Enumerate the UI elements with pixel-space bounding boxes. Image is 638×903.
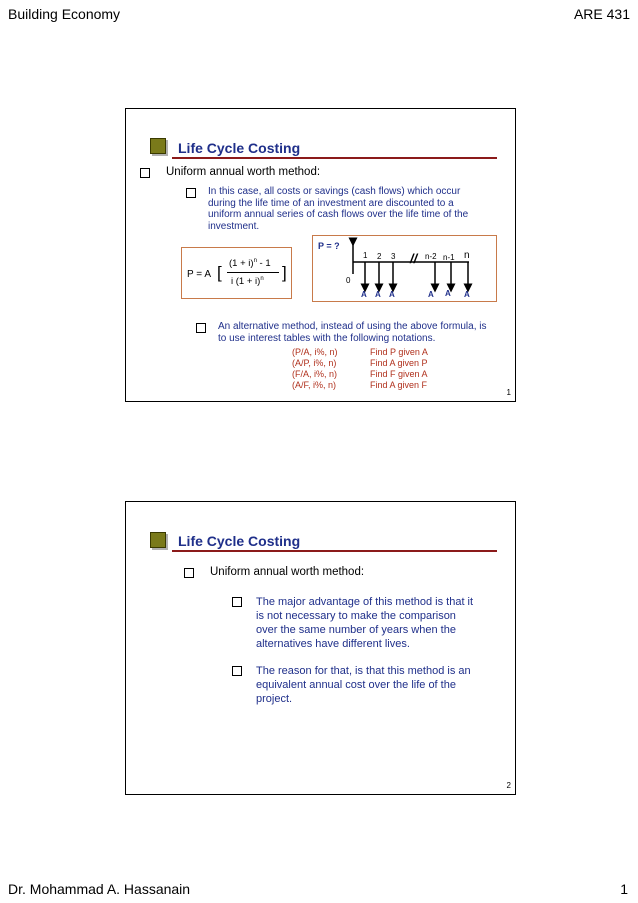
bullet-text: Uniform annual worth method: [166,166,321,178]
formula-right-bracket: ] [282,263,287,282]
bullet-square-icon [184,568,194,578]
slide-title: Life Cycle Costing [178,140,301,156]
formula-denominator: i $(1 + i)^n$ [231,276,264,288]
sub-bullet-text: In this case, all costs or savings (cash flows) which occur during the life time of an investment are discounted to a uniform annual series of cash flows over the life time of the investment. [208,186,469,232]
formula-lhs: P = A [187,269,212,280]
slide-page-number: 2 [506,781,511,790]
annuity-label: A [445,289,451,298]
annuity-label: A [375,290,381,299]
title-square-icon [150,532,166,548]
period-label: n-2 [425,252,437,261]
annuity-label: A [464,290,470,299]
annuity-label: A [389,290,395,299]
bullet-square-icon [186,188,196,198]
period-label: n [464,250,470,261]
bullet-square-icon [140,168,150,178]
notation-row: (F/A, i%, n) Find F given A [292,369,428,379]
slide-1 [125,108,516,402]
notation-table [292,347,428,391]
period-label: 2 [377,252,382,261]
fraction-bar [227,272,279,273]
footer-page-number: 1 [620,881,628,897]
present-value-label: P = ? [318,241,340,251]
formula-numerator: $(1 + i)^n - 1$ [229,258,271,270]
notation-row: (P/A, i%, n) Find P given A [292,347,428,357]
bullet-square-icon [232,597,242,607]
formula-box [181,247,292,299]
slide-title: Life Cycle Costing [178,533,301,549]
bullet-text: Uniform annual worth method: [210,566,365,578]
period-label: n-1 [443,253,455,262]
slide-2 [125,501,516,795]
footer-author: Dr. Mohammad A. Hassanain [8,881,191,897]
title-square-icon [150,138,166,154]
header-course-title: Building Economy [8,6,121,22]
period-label: 1 [363,251,368,260]
slide-page-number: 1 [506,388,511,397]
notation-row: (A/F, i%, n) Find A given F [292,380,428,390]
period-zero-label: 0 [346,276,351,285]
title-underline [172,157,497,159]
notation-row: (A/P, i%, n) Find A given P [292,358,428,368]
annuity-label: A [361,290,367,299]
sub-bullet-text: An alternative method, instead of using the above formula, is to use interest tables with the following notations. [218,321,487,344]
time-break-mark: // [410,251,418,266]
header-course-code: ARE 431 [573,6,630,22]
formula-left-bracket: [ [217,263,222,282]
period-label: 3 [391,252,396,261]
cash-flow-diagram [312,235,497,302]
annuity-label: A [428,290,434,299]
sub-bullet-text: The major advantage of this method is that it is not necessary to make the comparison over the same number of years when the alternatives have different lives. [256,596,474,650]
title-underline [172,550,497,552]
sub-bullet-text: The reason for that, is that this method is an equivalent annual cost over the life of the project. [256,665,471,705]
bullet-square-icon [196,323,206,333]
bullet-square-icon [232,666,242,676]
